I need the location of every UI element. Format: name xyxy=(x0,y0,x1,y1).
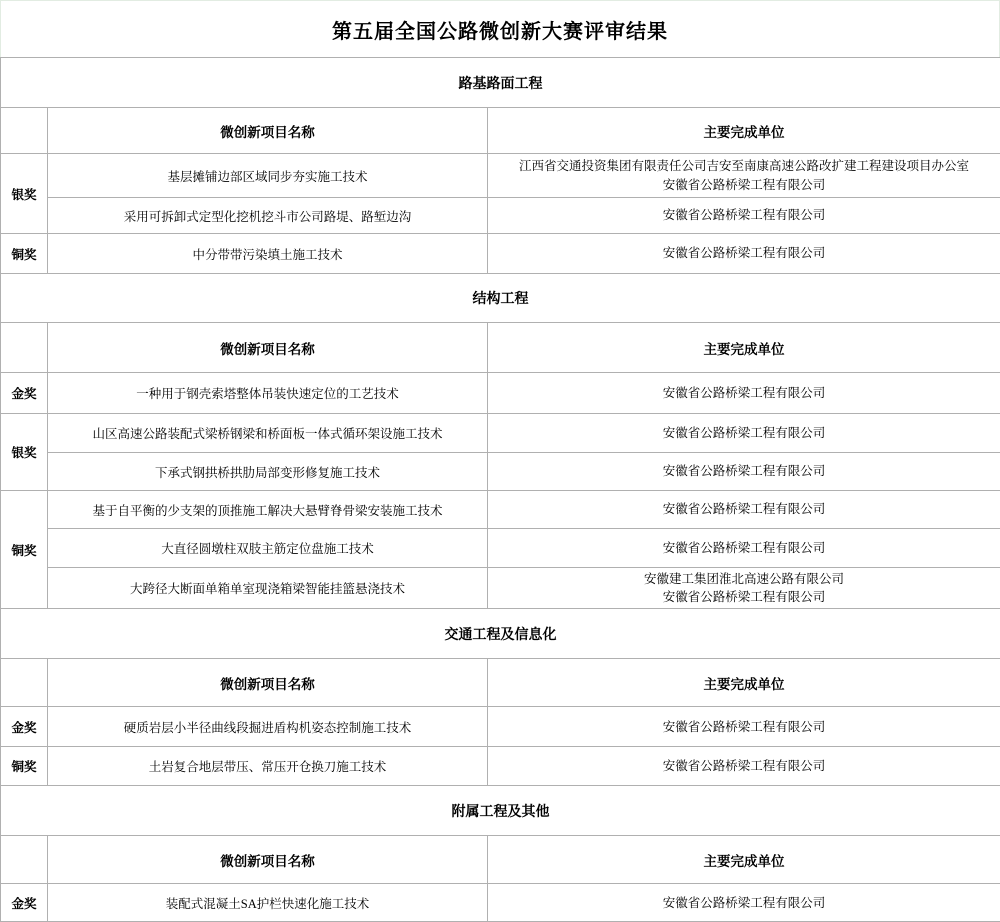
table-row xyxy=(1,491,1000,529)
column-header-unit: 主要完成单位 xyxy=(488,659,1000,707)
column-header-project: 微创新项目名称 xyxy=(48,659,488,707)
column-header-award-empty xyxy=(1,836,48,884)
unit-cell xyxy=(488,884,1000,922)
column-header-project: 微创新项目名称 xyxy=(48,323,488,373)
table-row xyxy=(1,747,1000,786)
unit-line: 安徽建工集团淮北高速公路有限公司 xyxy=(493,570,995,588)
column-header-award-empty xyxy=(1,659,48,707)
table-row xyxy=(1,414,1000,453)
results-table xyxy=(0,57,1000,922)
project-cell: 下承式钢拱桥拱肋局部变形修复施工技术 xyxy=(48,453,488,491)
project-cell: 大跨径大断面单箱单室现浇箱梁智能挂篮悬浇技术 xyxy=(48,568,488,609)
unit-line: 安徽省公路桥梁工程有限公司 xyxy=(493,244,995,262)
column-header-project: 微创新项目名称 xyxy=(48,108,488,154)
unit-cell xyxy=(488,491,1000,529)
unit-line: 安徽省公路桥梁工程有限公司 xyxy=(493,718,995,736)
unit-cell xyxy=(488,154,1000,198)
project-cell: 一种用于钢壳索塔整体吊装快速定位的工艺技术 xyxy=(48,373,488,414)
column-header-project: 微创新项目名称 xyxy=(48,836,488,884)
column-header-row xyxy=(1,323,1000,373)
table-row xyxy=(1,707,1000,747)
unit-cell xyxy=(488,373,1000,414)
project-cell: 大直径圆墩柱双肢主筋定位盘施工技术 xyxy=(48,529,488,568)
project-cell: 硬质岩层小半径曲线段掘进盾构机姿态控制施工技术 xyxy=(48,707,488,747)
project-cell: 采用可拆卸式定型化挖机挖斗市公司路堤、路堑边沟 xyxy=(48,198,488,234)
section-header-row xyxy=(1,609,1000,659)
section-header-row xyxy=(1,58,1000,108)
unit-cell xyxy=(488,234,1000,274)
column-header-unit: 主要完成单位 xyxy=(488,836,1000,884)
project-cell: 山区高速公路装配式梁桥钢梁和桥面板一体式循环架设施工技术 xyxy=(48,414,488,453)
unit-line: 安徽省公路桥梁工程有限公司 xyxy=(493,539,995,557)
column-header-unit: 主要完成单位 xyxy=(488,108,1000,154)
unit-line: 安徽省公路桥梁工程有限公司 xyxy=(493,424,995,442)
document-title-block xyxy=(0,0,1000,57)
project-cell: 土岩复合地层带压、常压开仓换刀施工技术 xyxy=(48,747,488,786)
unit-line: 安徽省公路桥梁工程有限公司 xyxy=(493,176,995,194)
unit-cell xyxy=(488,707,1000,747)
column-header-award-empty xyxy=(1,323,48,373)
section-header-row xyxy=(1,786,1000,836)
unit-line: 安徽省公路桥梁工程有限公司 xyxy=(493,500,995,518)
award-cell: 铜奖 xyxy=(1,491,48,609)
unit-cell xyxy=(488,529,1000,568)
unit-line: 安徽省公路桥梁工程有限公司 xyxy=(493,588,995,606)
project-cell: 基层摊铺边部区域同步夯实施工技术 xyxy=(48,154,488,198)
column-header-row xyxy=(1,108,1000,154)
table-row xyxy=(1,373,1000,414)
table-row xyxy=(1,154,1000,198)
award-cell: 铜奖 xyxy=(1,234,48,274)
section-title: 结构工程 xyxy=(1,274,1000,323)
unit-cell xyxy=(488,414,1000,453)
section-title: 附属工程及其他 xyxy=(1,786,1000,836)
unit-line: 安徽省公路桥梁工程有限公司 xyxy=(493,206,995,224)
table-row xyxy=(1,198,1000,234)
award-cell: 银奖 xyxy=(1,414,48,491)
unit-cell xyxy=(488,568,1000,609)
table-row xyxy=(1,529,1000,568)
unit-line: 安徽省公路桥梁工程有限公司 xyxy=(493,757,995,775)
column-header-award-empty xyxy=(1,108,48,154)
column-header-unit: 主要完成单位 xyxy=(488,323,1000,373)
unit-line: 江西省交通投资集团有限责任公司吉安至南康高速公路改扩建工程建设项目办公室 xyxy=(493,157,995,175)
page-title: 第五届全国公路微创新大赛评审结果 xyxy=(332,15,668,44)
table-row xyxy=(1,568,1000,609)
award-cell: 金奖 xyxy=(1,373,48,414)
award-cell: 铜奖 xyxy=(1,747,48,786)
table-row xyxy=(1,453,1000,491)
unit-line: 安徽省公路桥梁工程有限公司 xyxy=(493,894,995,912)
unit-cell xyxy=(488,453,1000,491)
section-title: 路基路面工程 xyxy=(1,58,1000,108)
table-row xyxy=(1,234,1000,274)
project-cell: 中分带带污染填土施工技术 xyxy=(48,234,488,274)
section-header-row xyxy=(1,274,1000,323)
award-cell: 金奖 xyxy=(1,884,48,922)
section-title: 交通工程及信息化 xyxy=(1,609,1000,659)
project-cell: 装配式混凝土SA护栏快速化施工技术 xyxy=(48,884,488,922)
unit-cell xyxy=(488,747,1000,786)
award-cell: 银奖 xyxy=(1,154,48,234)
column-header-row xyxy=(1,659,1000,707)
unit-line: 安徽省公路桥梁工程有限公司 xyxy=(493,462,995,480)
award-cell: 金奖 xyxy=(1,707,48,747)
column-header-row xyxy=(1,836,1000,884)
table-row xyxy=(1,884,1000,922)
unit-cell xyxy=(488,198,1000,234)
project-cell: 基于自平衡的少支架的顶推施工解决大悬臂脊骨梁安装施工技术 xyxy=(48,491,488,529)
unit-line: 安徽省公路桥梁工程有限公司 xyxy=(493,384,995,402)
